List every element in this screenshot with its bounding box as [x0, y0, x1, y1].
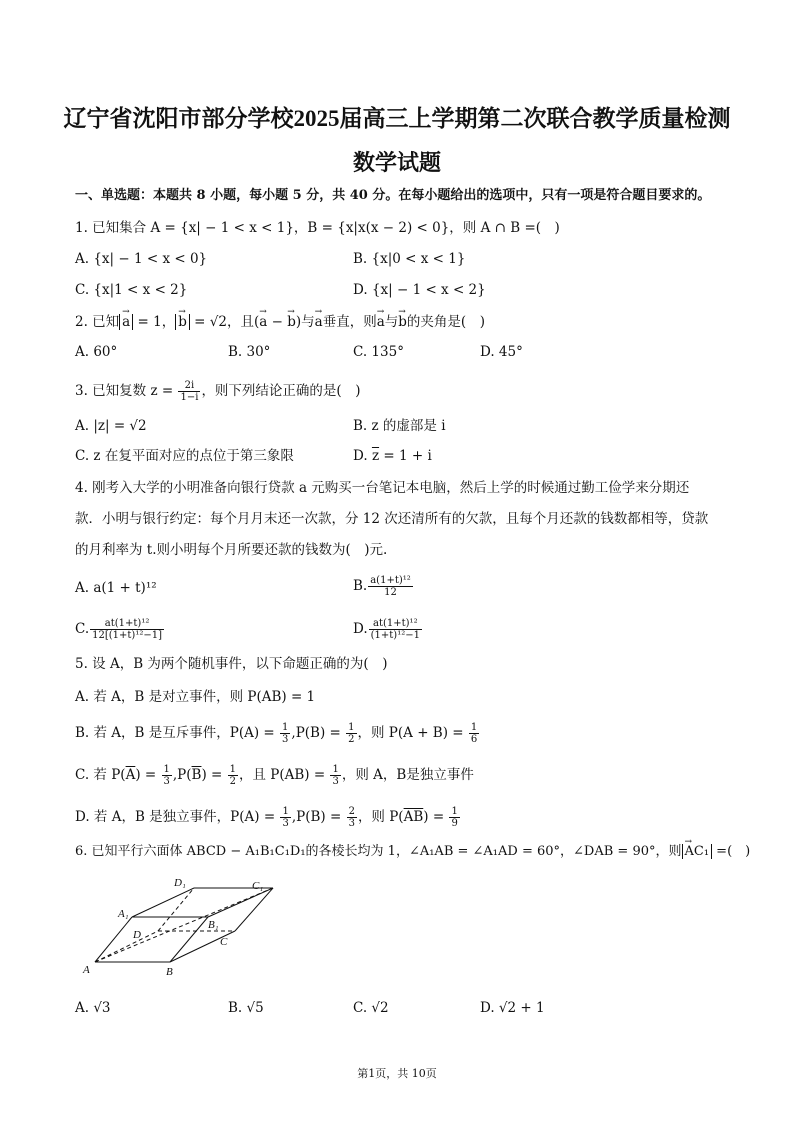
vertex-label-c1: C₁ — [252, 880, 264, 892]
q5-option-d: D. 若 A，B 是独立事件，P(A) = $\frac{1}{3}$ ,P(B) = $\frac{2}{3}$ ，则 $P(\overline{AB})$ = $\frac{1}{9}$ — [75, 806, 458, 829]
q1-option-a: A. {x| − 1 < x < 0} — [75, 251, 208, 267]
parallelepiped-figure — [80, 875, 280, 980]
q3-option-c: C. z 在复平面对应的点位于第三象限 — [75, 448, 294, 464]
q1-option-b: B. {x|0 < x < 1} — [353, 251, 466, 267]
q1-option-c: C. {x|1 < x < 2} — [75, 282, 188, 298]
vertex-label-b1: B₁ — [208, 919, 219, 931]
question-2-stem: 2. 已知 → a = 1， → b = √2，且(→ a − → b)与→ a垂直，则→ a与→ b的夹角是( ) — [75, 313, 485, 331]
vertex-label-d: D — [133, 929, 141, 941]
q2-option-d: D. 45° — [480, 344, 523, 360]
q4-option-b: B. $\frac{\text{a(1+t)¹²}}{12}$ — [353, 575, 411, 598]
q2-option-c: C. 135° — [353, 344, 404, 360]
question-4-line-3: 的月利率为 t.则小明每个月所要还款的钱数为( )元. — [75, 542, 388, 558]
vertex-label-a: A — [83, 964, 90, 976]
page-subtitle: 数学试题 — [352, 150, 441, 175]
question-5-stem: 5. 设 A，B 为两个随机事件，以下命题正确的为( ) — [75, 656, 388, 672]
vertex-label-c: C — [220, 936, 228, 948]
q6-option-d: D. √2 + 1 — [480, 1000, 545, 1016]
question-1-stem: 1. 已知集合 A = {x| − 1 < x < 1}，B = {x|x(x − 2) < 0}，则 A ∩ B =( ) — [75, 220, 560, 236]
q4-option-c: C. $\frac{\text{at(1+t)¹²}}{\text{12[(1+t)¹²−1]}}$ — [75, 618, 162, 641]
question-6-stem: 6. 已知平行六面体 ABCD − A₁B₁C₁D₁的各棱长均为 1，∠A₁AB = ∠A₁AD = 60°，∠DAB = 90°，则 → AC₁ =( ) — [75, 843, 750, 861]
q6-option-a: A. √3 — [75, 1000, 111, 1016]
section-heading: 一、单选题：本题共 8 小题，每小题 5 分，共 40 分。在每小题给出的选项中，只有一项是符合题目要求的。 — [75, 188, 711, 203]
page-title: 辽宁省沈阳市部分学校2025届高三上学期第二次联合教学质量检测 — [63, 106, 731, 131]
q1-option-d: D. {x| − 1 < x < 2} — [353, 282, 486, 298]
q5-option-a: A. 若 A，B 是对立事件，则 P(AB) = 1 — [75, 689, 316, 705]
page-footer: 第1页，共 10页 — [357, 1067, 437, 1080]
q2-option-b: B. 30° — [228, 344, 271, 360]
vertex-label-d1: D₁ — [174, 877, 186, 889]
q4-option-a: A. a(1 + t)¹² — [75, 580, 157, 596]
q4-option-d: D. $\frac{\text{at(1+t)¹²}}{\text{(1+t)¹²−1}}$ — [353, 618, 420, 641]
q5-option-b: B. 若 A，B 是互斥事件，P(A) = $\frac{1}{3}$ ,P(B) = $\frac{1}{2}$ ，则 P(A + B) = $\frac{1}{6}$ — [75, 722, 478, 745]
q5-option-c: C. 若 $P(\overline{A})$ = $\frac{1}{3}$ $,P(\overline{B})$ = $\frac{1}{2}$ ，且 P(AB) = $\frac{1}{3}$ ，则 A，B是独立事件 — [75, 764, 474, 787]
q6-option-b: B. √5 — [228, 1000, 264, 1016]
question-4-line-2: 款．小明与银行约定：每个月月末还一次款，分 12 次还清所有的欠款，且每个月还款的钱数都相等，贷款 — [75, 511, 709, 527]
vertex-label-b: B — [166, 966, 173, 978]
vertex-label-a1: A₁ — [118, 908, 129, 920]
q6-option-c: C. √2 — [353, 1000, 389, 1016]
q3-option-d: D. $\overline{z} = 1 + i$ — [353, 448, 432, 464]
q2-option-a: A. 60° — [75, 344, 118, 360]
q3-option-b: B. z 的虚部是 i — [353, 418, 446, 434]
q3-option-a: A. |z| = √2 — [75, 418, 147, 434]
question-3-stem: 3. 已知复数 z = $\frac{2i}{1-i}$ ，则下列结论正确的是( ) — [75, 380, 361, 403]
question-4-line-1: 4. 刚考入大学的小明准备向银行贷款 a 元购买一台笔记本电脑，然后上学的时候通过勤工俭学来分期还 — [75, 480, 690, 496]
